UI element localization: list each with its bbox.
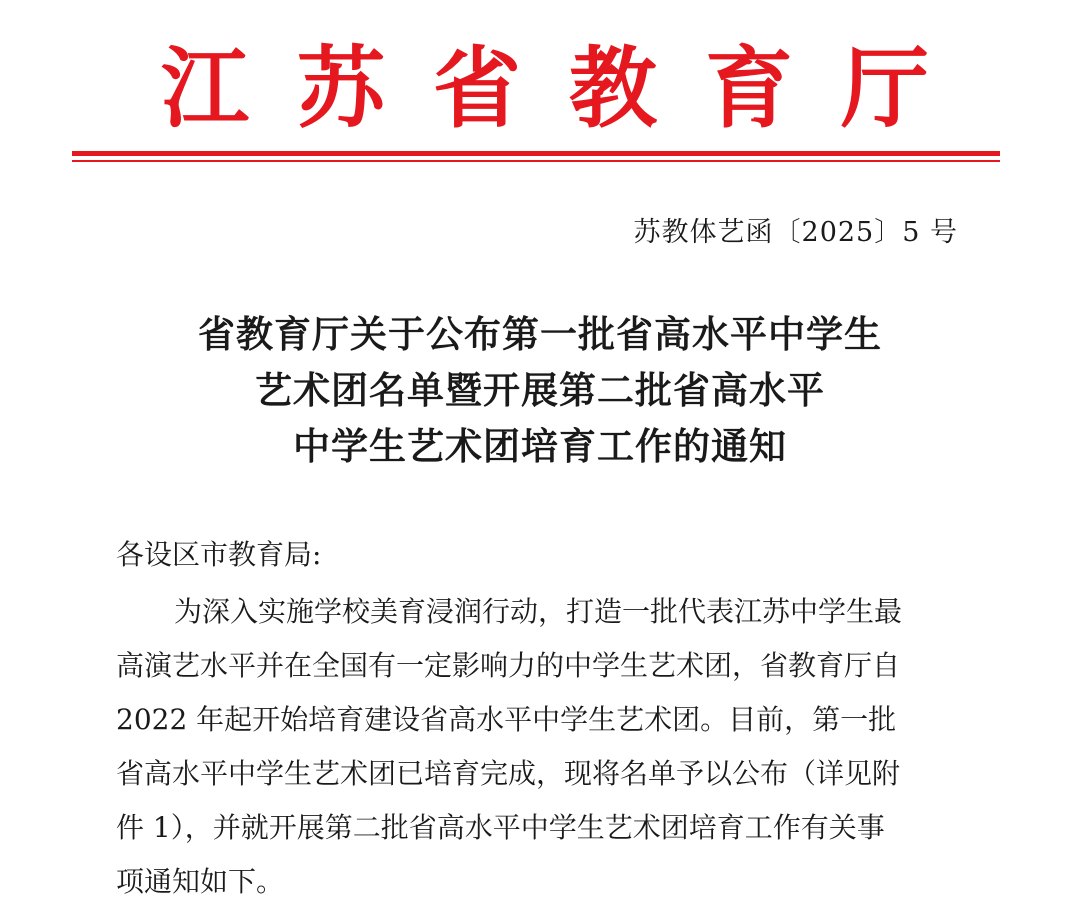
header-char: 厅 xyxy=(840,36,929,140)
header-char: 教 xyxy=(568,36,657,140)
title-line: 中学生艺术团培育工作的通知 xyxy=(293,425,787,468)
header-divider-thick xyxy=(72,151,1000,156)
body-paragraph xyxy=(116,585,966,909)
title-line: 省教育厅关于公布第一批省高水平中学生 xyxy=(198,313,882,356)
issuing-authority-header xyxy=(150,38,940,138)
header-char: 苏 xyxy=(296,36,385,140)
body-line: 项通知如下。 xyxy=(116,865,285,898)
title-line: 艺术团名单暨开展第二批省高水平 xyxy=(255,369,825,412)
body-line: 2022 年起开始培育建设省高水平中学生艺术团。目前，第一批 xyxy=(116,703,897,736)
header-char: 省 xyxy=(432,36,521,140)
header-char: 育 xyxy=(704,36,793,140)
body-line: 省高水平中学生艺术团已培育完成，现将名单予以公布（详见附 xyxy=(116,757,901,790)
body-line: 件 1），并就开展第二批省高水平中学生艺术团培育工作有关事 xyxy=(116,811,885,844)
salutation: 各设区市教育局: xyxy=(116,538,322,571)
header-divider-thin xyxy=(72,160,1000,162)
document-title xyxy=(100,307,980,475)
body-line: 高演艺水平并在全国有一定影响力的中学生艺术团，省教育厅自 xyxy=(116,649,901,682)
body-line: 为深入实施学校美育浸润行动，打造一批代表江苏中学生最 xyxy=(174,595,903,628)
header-char: 江 xyxy=(160,36,249,140)
document-number: 苏教体艺函〔2025〕5 号 xyxy=(633,217,958,248)
